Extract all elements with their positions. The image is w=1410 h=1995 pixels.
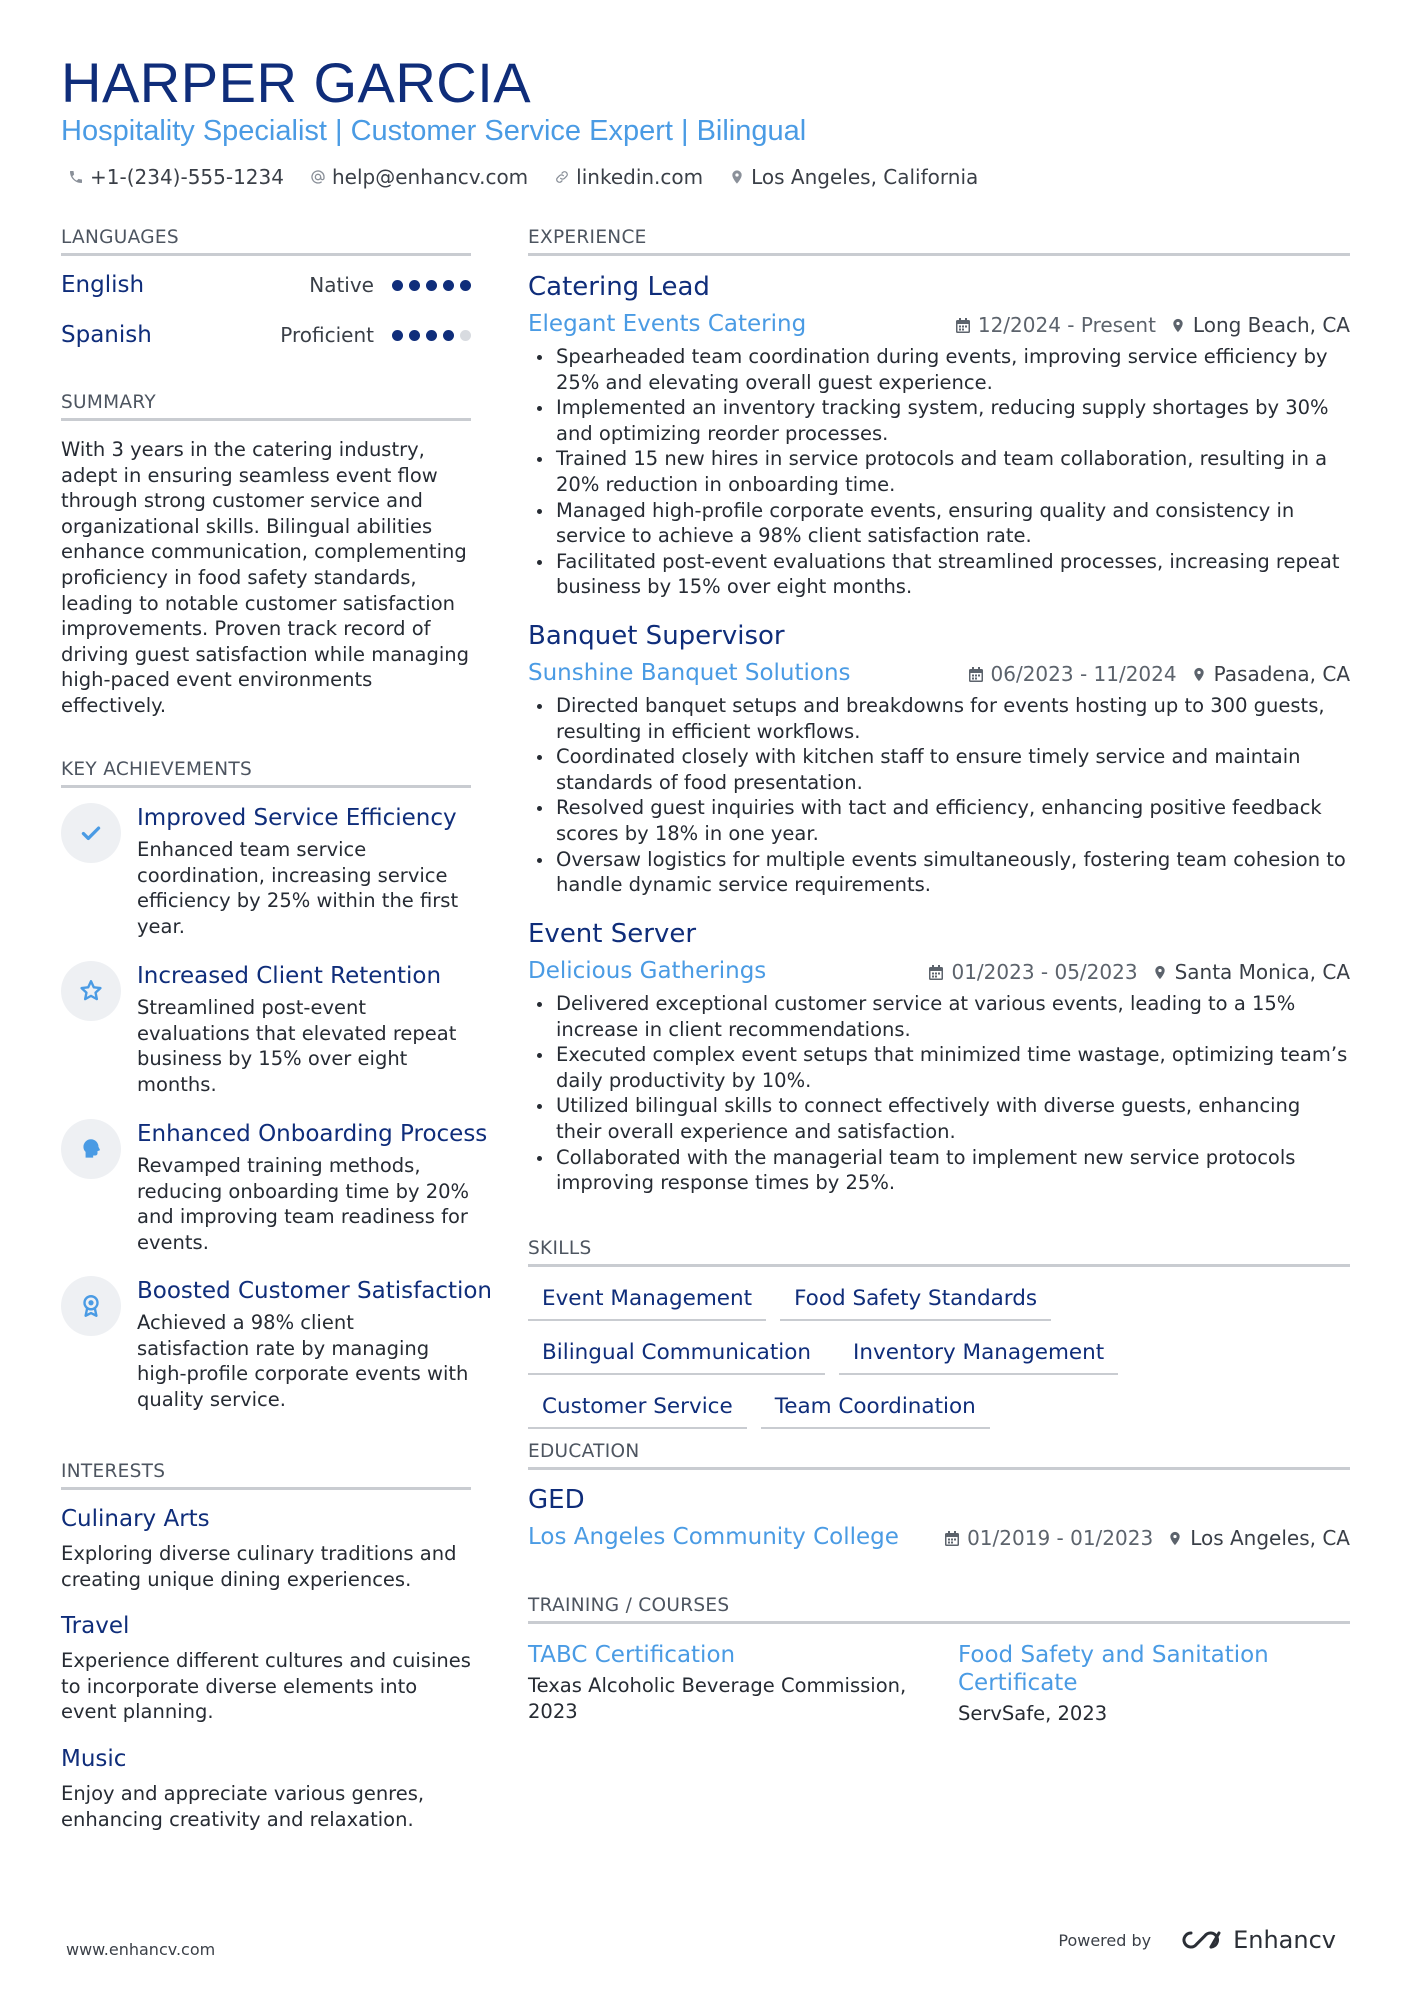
course-item [958, 1641, 1278, 1727]
job-bullet: Executed complex event setups that minimized time wastage, optimizing team’s daily productivity by 10%. [528, 1042, 1350, 1093]
interests-heading: INTERESTS [61, 1461, 471, 1490]
rating-dot [426, 280, 437, 291]
course-title: Food Safety and Sanitation Certificate [958, 1642, 1269, 1696]
achievement-title: Enhanced Onboarding Process [137, 1121, 488, 1147]
language-level: Native [309, 273, 374, 297]
achievement-title: Boosted Customer Satisfaction [137, 1278, 492, 1304]
job-dates: 06/2023 - 11/2024 [990, 662, 1177, 686]
rating-dot [443, 280, 454, 291]
course-title: TABC Certification [528, 1642, 736, 1668]
job-bullet: Resolved guest inquiries with tact and efficiency, enhancing positive feedback scores by 18% in one year. [528, 795, 1350, 846]
link-icon [554, 169, 570, 185]
candidate-headline: Hospitality Specialist | Customer Service Expert | Bilingual [61, 115, 807, 147]
job-bullet: Implemented an inventory tracking system, reducing supply shortages by 30% and optimizing reorder processes. [528, 395, 1350, 446]
education-heading: EDUCATION [528, 1441, 1350, 1470]
achievement-icon-wrap [61, 1119, 121, 1179]
rating-dot [460, 330, 471, 341]
key-achievements-heading: KEY ACHIEVEMENTS [61, 759, 471, 788]
job-company: Elegant Events Catering [528, 311, 807, 337]
checkmark-icon [78, 820, 104, 846]
training-heading: TRAINING / COURSES [528, 1595, 1350, 1624]
achievement-title: Improved Service Efficiency [137, 805, 457, 831]
candidate-name: HARPER GARCIA [61, 51, 532, 114]
achievement-title: Increased Client Retention [137, 963, 442, 989]
enhancv-logo-icon [1177, 1928, 1225, 1952]
skills-list [528, 1286, 1350, 1429]
location-icon [1152, 964, 1168, 981]
powered-by-label: Powered by [1058, 1930, 1152, 1950]
language-name: English [61, 272, 145, 298]
education-degree: GED [528, 1485, 585, 1515]
job-meta [928, 960, 1350, 984]
job-meta [968, 662, 1351, 686]
job-bullet: Utilized bilingual skills to connect effectively with diverse guests, enhancing their overall experience and satisfaction. [528, 1093, 1350, 1144]
job-bullet: Facilitated post-event evaluations that streamlined processes, increasing repeat business by 15% over eight months. [528, 549, 1350, 600]
enhancv-logo[interactable] [1177, 1926, 1336, 1954]
job-location: Pasadena, CA [1213, 662, 1350, 686]
skill-tag: Bilingual Communication [528, 1340, 825, 1375]
interest-title: Travel [61, 1613, 130, 1639]
location-icon [729, 169, 745, 185]
job-company: Sunshine Banquet Solutions [528, 660, 851, 686]
rating-dot [460, 280, 471, 291]
rating-dot [426, 330, 437, 341]
interest-desc: Experience different cultures and cuisines to incorporate diverse elements into event planning. [61, 1649, 471, 1724]
star-icon [78, 978, 104, 1004]
contact-linkedin[interactable] [554, 165, 703, 189]
skills-heading: SKILLS [528, 1238, 1350, 1267]
job-location: Santa Monica, CA [1174, 960, 1350, 984]
language-level: Proficient [280, 323, 374, 347]
job-location: Long Beach, CA [1192, 313, 1350, 337]
brain-icon [78, 1136, 104, 1162]
summary-text: With 3 years in the catering industry, adept in ensuring seamless event flow through strong customer service and organizational skills. Bilingual abilities enhance communication, complementing proficiency in food safety standards, leading to notable customer satisfaction improvements. Proven track record of driving guest satisfaction while managing high-paced event environments effectively. [61, 438, 469, 717]
job-title: Catering Lead [528, 272, 710, 302]
course-provider: Texas Alcoholic Beverage Commission, 2023 [528, 1674, 907, 1723]
skill-tag: Food Safety Standards [780, 1286, 1051, 1321]
contact-phone[interactable] [68, 165, 284, 189]
job-bullet: Oversaw logistics for multiple events simultaneously, fostering team cohesion to handle dynamic service requirements. [528, 847, 1350, 898]
rating-dot [443, 330, 454, 341]
brand-name: Enhancv [1233, 1926, 1336, 1954]
rating-dot [392, 330, 403, 341]
education-school: Los Angeles Community College [528, 1524, 899, 1550]
languages-heading: LANGUAGES [61, 227, 471, 256]
job-bullet: Delivered exceptional customer service at various events, leading to a 15% increase in client recommendations. [528, 991, 1350, 1042]
job-bullet: Managed high-profile corporate events, ensuring quality and consistency in service to achieve a 98% client satisfaction rate. [528, 498, 1350, 549]
location-icon [1170, 317, 1186, 334]
contact-email[interactable] [310, 165, 528, 189]
achievement-desc: Streamlined post-event evaluations that elevated repeat business by 15% over eight months. [137, 996, 457, 1096]
language-name: Spanish [61, 322, 152, 348]
calendar-icon [955, 317, 971, 334]
interest-title: Music [61, 1746, 127, 1772]
education-dates: 01/2019 - 01/2023 [967, 1526, 1154, 1550]
achievement-desc: Enhanced team service coordination, increasing service efficiency by 25% within the first year. [137, 838, 459, 938]
job-bullets [528, 344, 1350, 600]
language-rating [392, 330, 471, 341]
job-bullet: Spearheaded team coordination during events, improving service efficiency by 25% and elevating overall guest experience. [528, 344, 1350, 395]
achievement-icon-wrap [61, 803, 121, 863]
job-bullet: Collaborated with the managerial team to implement new service protocols improving response times by 25%. [528, 1145, 1350, 1196]
job-title: Banquet Supervisor [528, 621, 785, 651]
contact-email-text: help@enhancv.com [331, 165, 529, 189]
award-icon [78, 1293, 104, 1319]
email-icon [310, 169, 326, 185]
skill-tag: Event Management [528, 1286, 766, 1321]
experience-heading: EXPERIENCE [528, 227, 1350, 256]
skill-tag: Inventory Management [839, 1340, 1118, 1375]
contact-linkedin-text: linkedin.com [576, 165, 704, 189]
calendar-icon [968, 666, 984, 683]
job-dates: 01/2023 - 05/2023 [951, 960, 1138, 984]
skill-tag: Customer Service [528, 1394, 747, 1429]
interest-title: Culinary Arts [61, 1506, 210, 1532]
calendar-icon [944, 1530, 960, 1547]
footer-branding [1058, 1926, 1336, 1954]
location-icon [1191, 666, 1207, 683]
phone-icon [68, 169, 84, 185]
job-bullets [528, 693, 1350, 898]
education-location: Los Angeles, CA [1190, 1526, 1350, 1550]
rating-dot [409, 330, 420, 341]
achievement-icon-wrap [61, 1276, 121, 1336]
rating-dot [392, 280, 403, 291]
achievement-desc: Revamped training methods, reducing onboarding time by 20% and improving team readiness for events. [137, 1154, 470, 1254]
language-row [61, 272, 471, 298]
contact-location-text: Los Angeles, California [751, 165, 979, 189]
job-title: Event Server [528, 919, 697, 949]
contact-phone-text: +1-(234)-555-1234 [90, 165, 284, 189]
calendar-icon [928, 964, 944, 981]
language-rating [392, 280, 471, 291]
job-bullet: Coordinated closely with kitchen staff to ensure timely service and maintain standards of food presentation. [528, 744, 1350, 795]
course-item [528, 1641, 938, 1724]
job-bullets [528, 991, 1350, 1196]
rating-dot [409, 280, 420, 291]
interest-desc: Exploring diverse culinary traditions and creating unique dining experiences. [61, 1542, 457, 1591]
interest-desc: Enjoy and appreciate various genres, enhancing creativity and relaxation. [61, 1782, 425, 1831]
skill-tag: Team Coordination [761, 1394, 990, 1429]
job-meta [955, 313, 1350, 337]
summary-heading: SUMMARY [61, 392, 471, 421]
job-bullet: Trained 15 new hires in service protocols and team collaboration, resulting in a 20% reduction in onboarding time. [528, 446, 1350, 497]
achievement-desc: Achieved a 98% client satisfaction rate by managing high-profile corporate events with quality service. [137, 1311, 469, 1411]
contact-bar [68, 165, 978, 189]
education-meta [944, 1526, 1350, 1550]
job-company: Delicious Gatherings [528, 958, 767, 984]
job-dates: 12/2024 - Present [977, 313, 1156, 337]
job-bullet: Directed banquet setups and breakdowns for events hosting up to 300 guests, resulting in efficient workflows. [528, 693, 1350, 744]
location-icon [1167, 1530, 1183, 1547]
footer-website[interactable]: www.enhancv.com [66, 1940, 216, 1959]
language-row [61, 322, 471, 348]
contact-location [729, 165, 978, 189]
achievement-icon-wrap [61, 961, 121, 1021]
course-provider: ServSafe, 2023 [958, 1702, 1108, 1725]
